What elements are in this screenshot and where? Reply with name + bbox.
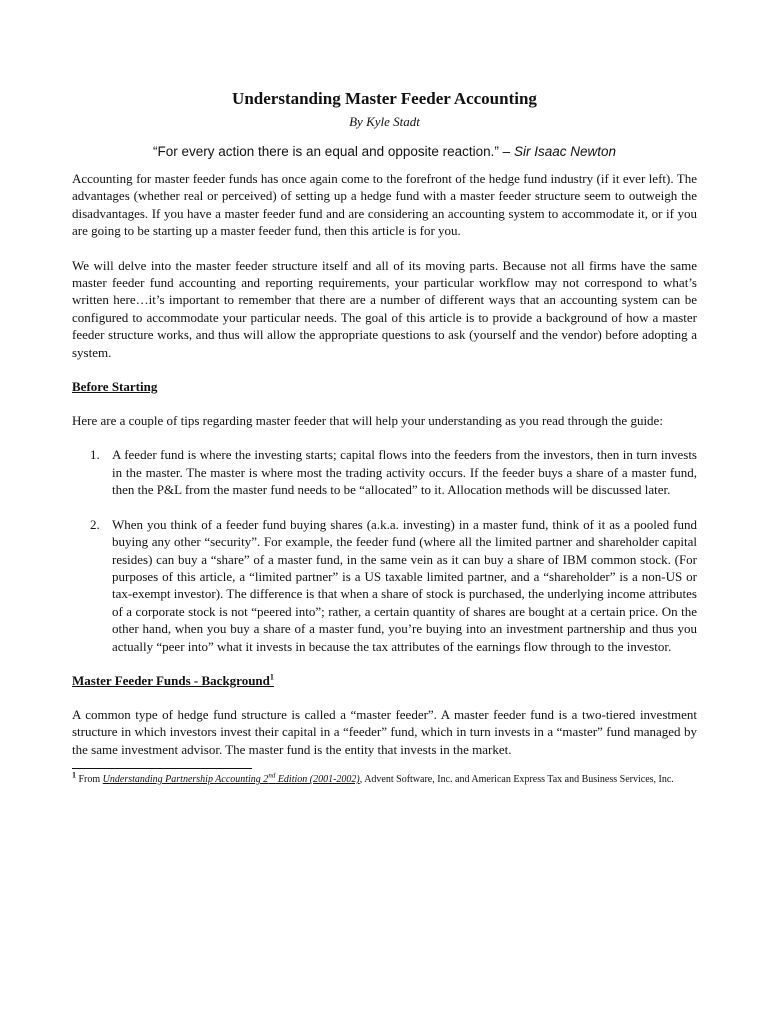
section-heading-before-starting: Before Starting bbox=[72, 379, 158, 395]
before-starting-intro: Here are a couple of tips regarding master feeder that will help your understanding as you read through the guide: bbox=[72, 413, 663, 429]
epigraph bbox=[72, 143, 697, 161]
list-item-text: A feeder fund is where the investing starts; capital flows into the feeders from the investors, then in turn invests in the master. The master is where most the trading activity occurs. If the feeder buys a share of a master fund, then the P&L from the master fund needs to be “allocated” to it. Allocation methods will be discussed later. bbox=[112, 447, 697, 498]
intro-paragraph-1: Accounting for master feeder funds has once again come to the forefront of the hedge fund industry (if it ever left). The advantages (whether real or perceived) of setting up a hedge fund with a master feeder structure seem to outweigh the disadvantages. If you have a master feeder fund and are considering an accounting system to accommodate it, or if you are going to be starting up a master feeder fund, then this article is for you. bbox=[72, 171, 697, 239]
footnote-source-title bbox=[102, 771, 360, 786]
document-title: Understanding Master Feeder Accounting bbox=[232, 89, 537, 108]
footnote-prefix: From bbox=[76, 774, 103, 786]
footnote-source-title-text: Understanding Partnership Accounting 2 bbox=[102, 774, 269, 786]
footnote-suffix: , Advent Software, Inc. and American Express Tax and Business Services, Inc. bbox=[359, 774, 674, 786]
section-heading-background-text: Master Feeder Funds - Background bbox=[72, 672, 270, 688]
footnote-divider bbox=[72, 768, 252, 769]
epigraph-quote: “For every action there is an equal and opposite reaction.” – bbox=[152, 144, 514, 159]
tips-list bbox=[72, 446, 697, 654]
list-item-number: 1. bbox=[90, 447, 100, 463]
footnote-source-edition: Edition (2001-2002) bbox=[275, 774, 360, 786]
list-item bbox=[72, 516, 697, 655]
intro-paragraph-2: We will delve into the master feeder structure itself and all of its moving parts. Because not all firms have the same master feeder fund accounting and reporting requirements, your particular workflow may not correspond to what’s written here…it’s important to remember that there are a number of different ways that an accounting system can be configured to accommodate your particular needs. The goal of this article is to provide a background of how a master feeder structure works, and thus will allow the appropriate questions to ask (yourself and the vendor) before adopting a system. bbox=[72, 257, 697, 360]
footnote-marker: 1 bbox=[72, 770, 76, 780]
footnote-source-ordinal: nd bbox=[268, 771, 276, 780]
footnote bbox=[72, 770, 697, 787]
section-heading-background bbox=[72, 672, 697, 689]
author-byline: By Kyle Stadt bbox=[349, 114, 420, 129]
document-page bbox=[72, 88, 697, 787]
epigraph-author: Sir Isaac Newton bbox=[513, 144, 616, 159]
list-item-text: When you think of a feeder fund buying shares (a.k.a. investing) in a master fund, think of it as a pooled fund buying any other “security”. For example, the feeder fund (where all the limited partner and shareholder capital resides) can buy a “share” of a master fund, in the same vein as it can buy a share of IBM common stock. (For purposes of this article, a “limited partner” is a US taxable limited partner, and a “shareholder” is a non-US or tax-exempt investor). The difference is that when a share of stock is purchased, the underlying income attributes of a corporate stock is not “peered into”; rather, a certain quantity of shares are bought at a certain price. On the other hand, when you buy a share of a master fund, you’re buying into an investment partnership and thus you actually “peer into” what it invests in because the tax attributes of the earnings flow through to the investor. bbox=[112, 516, 697, 654]
list-item-number: 2. bbox=[90, 516, 100, 532]
footnote-reference: 1 bbox=[269, 672, 274, 682]
background-paragraph: A common type of hedge fund structure is called a “master feeder”. A master feeder fund is a two-tiered investment structure in which investors invest their capital in a “feeder” fund, which in turn invests in a “master” fund managed by the same investment advisor. The master fund is the entity that invests in the market. bbox=[72, 706, 697, 757]
list-item bbox=[72, 446, 697, 498]
